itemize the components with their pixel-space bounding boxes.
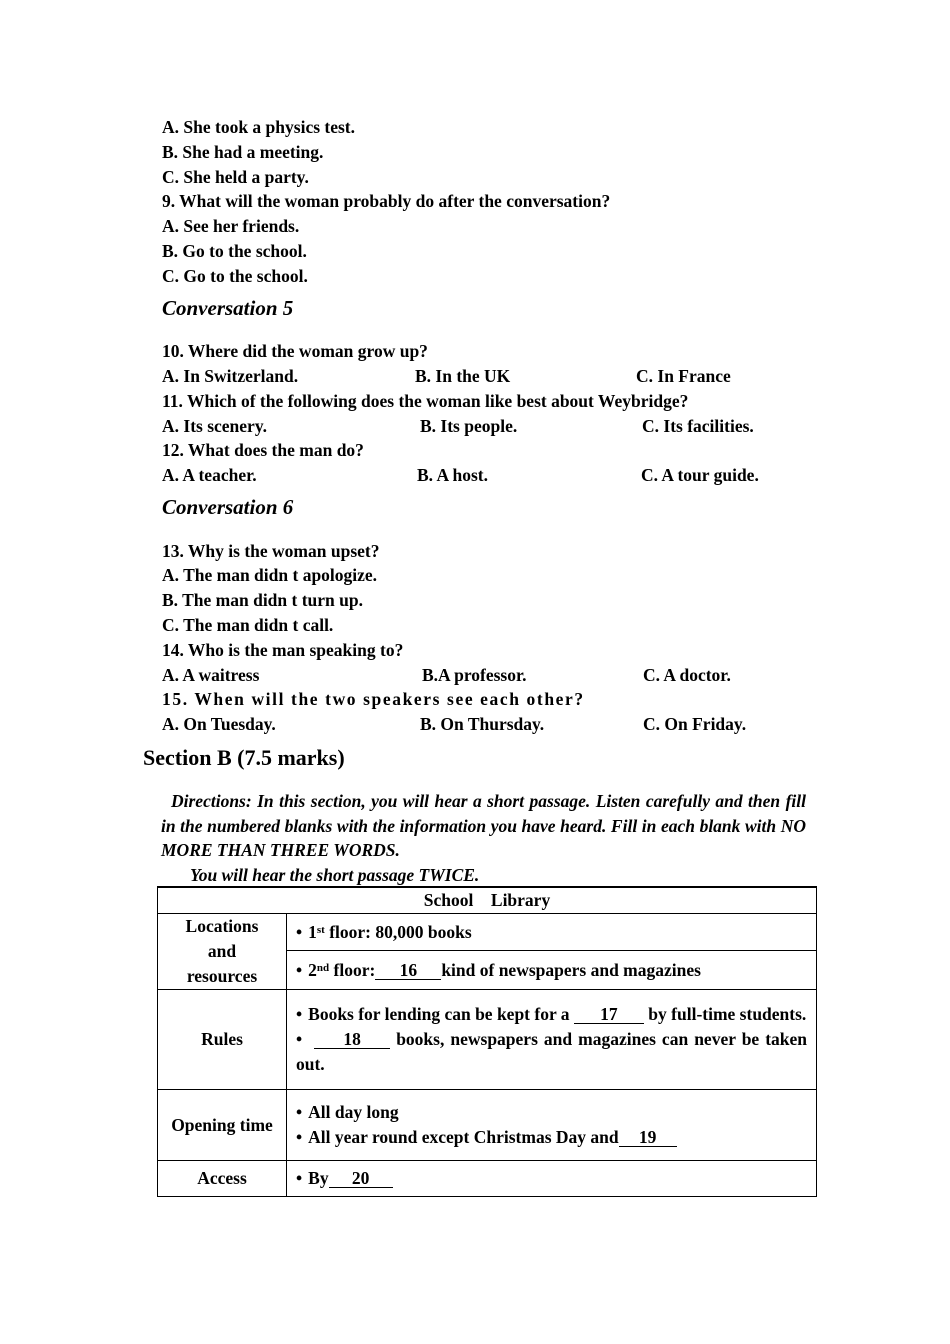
section-b-heading: Section B (7.5 marks) xyxy=(143,745,345,770)
floor1-ordinal: 1 xyxy=(308,921,317,942)
conversation-6-heading: Conversation 6 xyxy=(162,495,294,519)
blank-19[interactable]: 19 xyxy=(619,1128,677,1147)
access-label xyxy=(158,1161,287,1197)
rule-1-text-a: Books for lending can be kept for a xyxy=(308,1004,570,1024)
q11-option-a: A. Its scenery. xyxy=(162,416,267,436)
bullet-icon: • xyxy=(296,1029,303,1049)
q8-option-b: B. She had a meeting. xyxy=(162,142,324,162)
q14-option-a: A. A waitress xyxy=(162,665,260,685)
q11-question: 11. Which of the following does the woman like best about Weybridge? xyxy=(162,391,689,411)
q12-question: 12. What does the man do? xyxy=(162,440,364,460)
q9-option-c: C. Go to the school. xyxy=(162,266,308,286)
q10-question: 10. Where did the woman grow up? xyxy=(162,341,428,361)
rule-1 xyxy=(296,1002,807,1027)
q9-question: 9. What will the woman probably do after the conversation? xyxy=(162,191,611,211)
q14-option-b: B.A professor. xyxy=(422,665,527,685)
directions-text: Directions: In this section, you will hear a short passage. Listen carefully and then fill in the numbered blanks with the information you have heard. Fill in each blank with NO MORE THAN THREE WORDS. xyxy=(161,791,806,860)
floor2-cell xyxy=(287,951,817,990)
access-cell xyxy=(287,1161,817,1197)
floor2-rest: kind of newspapers and magazines xyxy=(441,959,701,980)
q15-option-b: B. On Thursday. xyxy=(420,714,545,734)
floor1-suffix: st xyxy=(316,923,325,936)
rules-cell xyxy=(287,990,817,1090)
table-title xyxy=(158,887,817,914)
blank-16[interactable]: 16 xyxy=(375,961,441,980)
hear-twice-text: You will hear the short passage TWICE. xyxy=(190,864,480,885)
q12-option-c: C. A tour guide. xyxy=(641,465,759,485)
blank-20[interactable]: 20 xyxy=(329,1169,393,1188)
rule-2 xyxy=(296,1027,807,1077)
rules-label-text: Rules xyxy=(201,1029,243,1049)
opening-item-1-text: All day long xyxy=(308,1102,399,1122)
q13-question: 13. Why is the woman upset? xyxy=(162,541,380,561)
directions-block xyxy=(161,789,806,887)
opening-item-1 xyxy=(296,1100,807,1125)
q12-option-b: B. A host. xyxy=(417,465,488,485)
floor2-text: floor: xyxy=(333,959,376,980)
q8-option-c: C. She held a party. xyxy=(162,167,309,187)
bullet-icon: • xyxy=(296,1004,303,1024)
q15-option-c: C. On Friday. xyxy=(643,714,747,734)
q11-option-c: C. Its facilities. xyxy=(642,416,754,436)
bullet-icon: • xyxy=(296,1102,303,1122)
floor1-cell xyxy=(287,914,817,951)
bullet-icon: • xyxy=(296,959,303,980)
rules-label xyxy=(158,990,287,1090)
floor2-suffix: nd xyxy=(316,961,330,974)
access-text: By xyxy=(308,1168,329,1188)
table-title-text: School Library xyxy=(423,890,551,910)
opening-item-2-text: All year round except Christmas Day and xyxy=(308,1127,619,1147)
q13-option-c: C. The man didn t call. xyxy=(162,615,334,635)
q10-option-a: A. In Switzerland. xyxy=(162,366,299,386)
q14-question: 14. Who is the man speaking to? xyxy=(162,640,404,660)
rule-1-text-b: by full-time students. xyxy=(648,1004,807,1024)
blank-18[interactable]: 18 xyxy=(314,1030,390,1049)
q13-option-a: A. The man didn t apologize. xyxy=(162,565,378,585)
floor1-text: floor: 80,000 books xyxy=(329,921,472,942)
opening-time-cell xyxy=(287,1090,817,1161)
opening-time-label-text: Opening time xyxy=(171,1114,273,1135)
locations-label xyxy=(158,914,287,990)
blank-17[interactable]: 17 xyxy=(574,1005,644,1024)
conversation-5-heading: Conversation 5 xyxy=(162,296,294,320)
locations-label-text: Locations and resources xyxy=(185,916,259,986)
opening-time-label xyxy=(158,1090,287,1161)
access-label-text: Access xyxy=(197,1168,247,1188)
q15-option-a: A. On Tuesday. xyxy=(162,714,276,734)
q10-option-c: C. In France xyxy=(636,366,731,386)
q8-option-a: A. She took a physics test. xyxy=(162,117,356,137)
q9-option-b: B. Go to the school. xyxy=(162,241,307,261)
q10-option-b: B. In the UK xyxy=(415,366,511,386)
q14-option-c: C. A doctor. xyxy=(643,665,731,685)
q11-option-b: B. Its people. xyxy=(420,416,518,436)
bullet-icon: • xyxy=(296,1168,303,1188)
floor2-ordinal: 2 xyxy=(308,959,317,980)
opening-item-2 xyxy=(296,1125,807,1150)
q15-question: 15. When will the two speakers see each other? xyxy=(162,689,585,709)
q13-option-b: B. The man didn t turn up. xyxy=(162,590,364,610)
bullet-icon: • xyxy=(296,921,303,942)
q12-option-a: A. A teacher. xyxy=(162,465,257,485)
q9-option-a: A. See her friends. xyxy=(162,216,300,236)
rule-2-text-b: books, newspapers and magazines can never be taken out. xyxy=(296,1029,808,1074)
school-library-table xyxy=(157,886,817,1197)
bullet-icon: • xyxy=(296,1127,303,1147)
